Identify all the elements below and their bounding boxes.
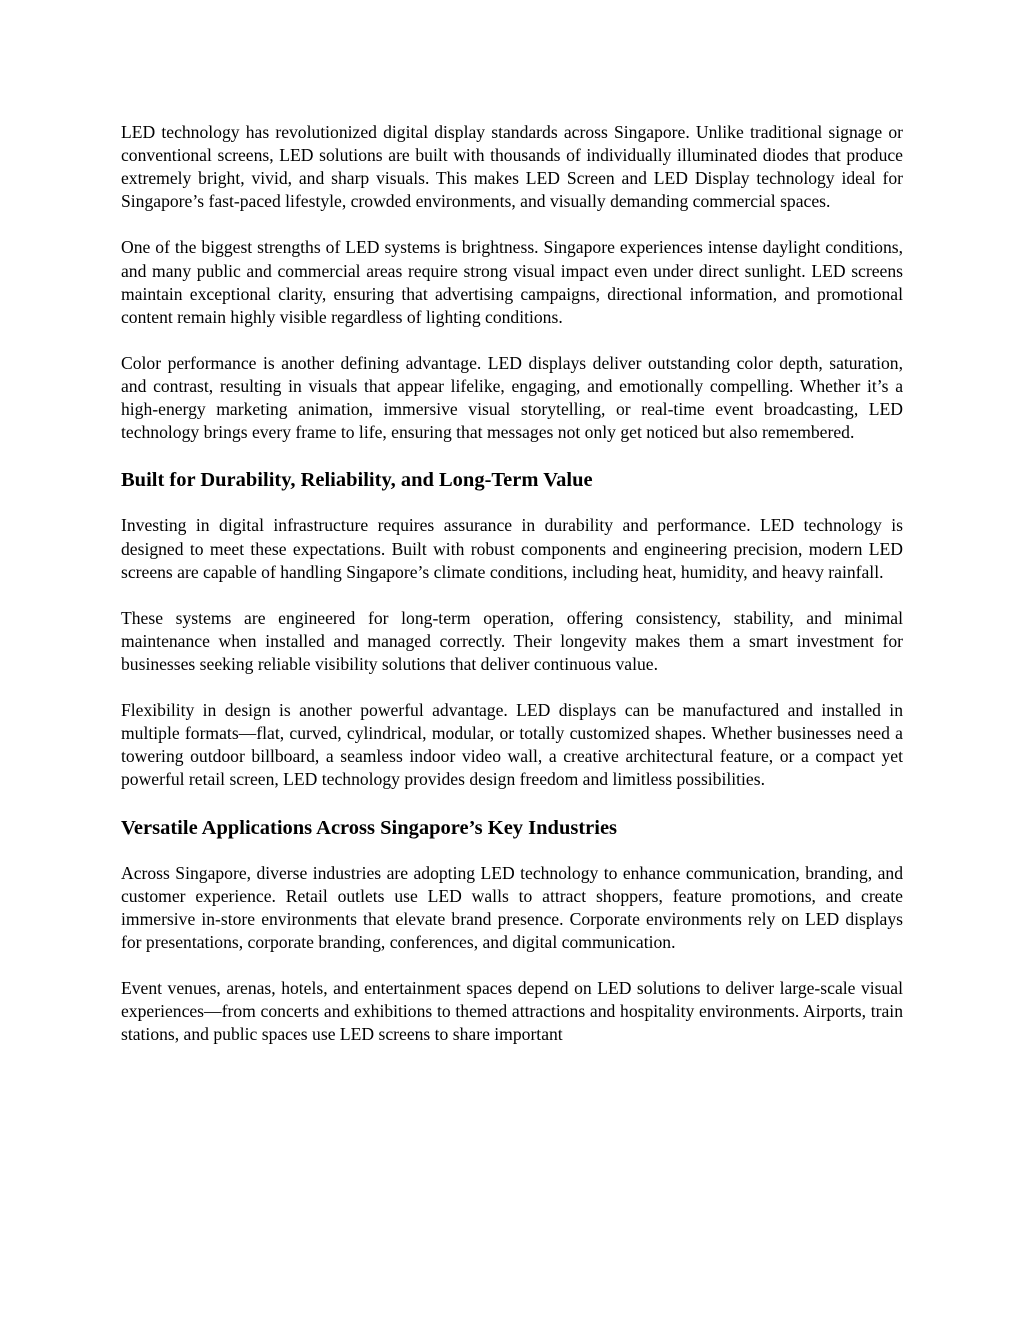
paragraph-brightness: One of the biggest strengths of LED systems is brightness. Singapore experiences intense daylight conditions, and many public and commercial areas require strong visual impact even under direct sunlight. LED screens maintain exceptional clarity, ensuring that advertising campaigns, directional information, and promotional content remain highly visible regardless of lighting conditions. [121,237,903,327]
paragraph-design-flexibility: Flexibility in design is another powerful advantage. LED displays can be manufactured and installed in multiple formats—flat, curved, cylindrical, modular, or totally customized shapes. Whether businesses need a towering outdoor billboard, a seamless indoor video wall, a creative architectural feature, or a compact yet powerful retail screen, LED technology provides design freedom and limitless possibilities. [121,700,903,790]
paragraph-color-performance: Color performance is another defining advantage. LED displays deliver outstanding color depth, saturation, and contrast, resulting in visuals that appear lifelike, engaging, and emotionally compelling. Whether it’s a high-energy marketing animation, immersive visual storytelling, or real-time event broadcasting, LED technology brings every frame to life, ensuring that messages not only get noticed but also remembered. [121,352,903,443]
paragraph-industries: Across Singapore, diverse industries are adopting LED technology to enhance communication, branding, and customer experience. Retail outlets use LED walls to attract shoppers, feature promotions, and create immersive in-store environments that elevate brand presence. Corporate environments rely on LED displays for presentations, corporate branding, conferences, and digital communication. [121,862,903,952]
heading-applications: Versatile Applications Across Singapore’s Key Industries [121,816,618,839]
document-page [121,121,903,1069]
paragraph-led-revolution: LED technology has revolutionized digital display standards across Singapore. Unlike traditional signage or conventional screens, LED solutions are built with thousands of individually illuminated diodes that produce extremely bright, vivid, and sharp visuals. This makes LED Screen and LED Display technology ideal for Singapore’s fast-paced lifestyle, crowded environments, and visually demanding commercial spaces. [121,122,903,212]
paragraph-event-venues: Event venues, arenas, hotels, and entertainment spaces depend on LED solutions to deliver large-scale visual experiences—from concerts and exhibitions to themed attractions and hospitality environments. Airports, train stations, and public spaces use LED screens to share important [121,978,903,1045]
paragraph-investing: Investing in digital infrastructure requires assurance in durability and performance. LED technology is designed to meet these expectations. Built with robust components and engineering precision, modern LED screens are capable of handling Singapore’s climate conditions, including heat, humidity, and heavy rainfall. [121,515,903,582]
paragraph-long-term-operation: These systems are engineered for long-term operation, offering consistency, stability, and minimal maintenance when installed and managed correctly. Their longevity makes them a smart investment for businesses seeking reliable visibility solutions that deliver continuous value. [121,607,903,674]
heading-durability: Built for Durability, Reliability, and Long-Term Value [121,469,593,492]
